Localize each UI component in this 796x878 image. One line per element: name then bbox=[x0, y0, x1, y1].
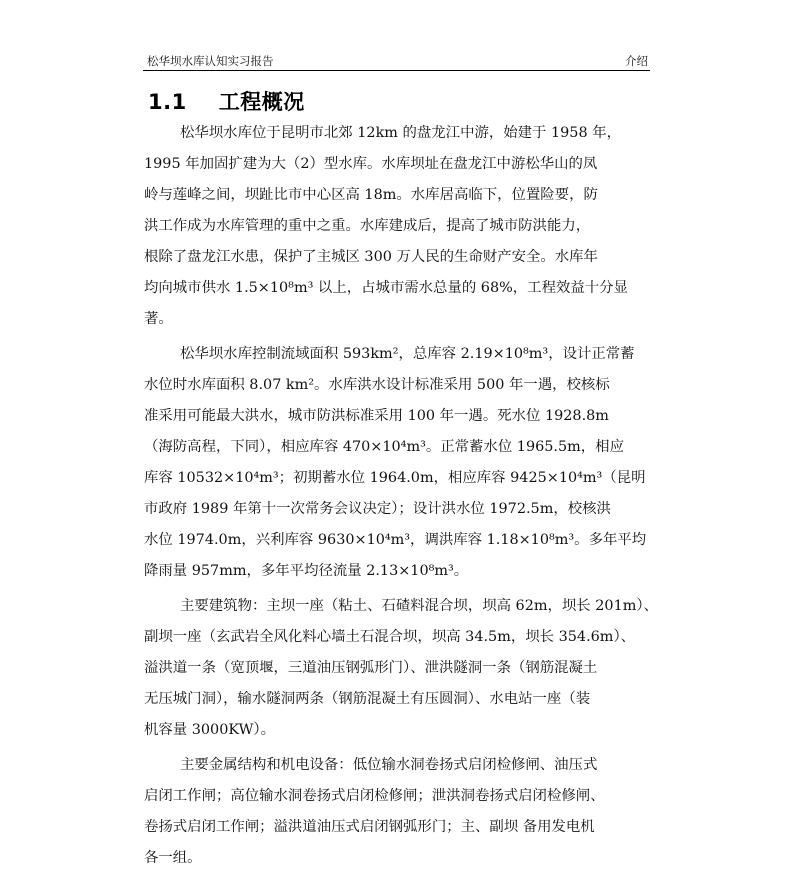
document-body bbox=[144, 118, 658, 878]
text-line: 副坝一座（玄武岩全风化料心墙土石混合坝，坝高 34.5m，坝长 354.6m）、 bbox=[144, 629, 636, 645]
text-line: 岭与莲峰之间，坝趾比市中心区高 18m。水库居高临下，位置险要，防 bbox=[144, 187, 598, 203]
paragraph-hydrology bbox=[144, 339, 654, 587]
header-document-title: 松华坝水库认知实习报告 bbox=[147, 54, 274, 68]
text-line: 卷扬式启闭工作闸；溢洪道油压式启闭钢弧形门；主、副坝 备用发电机 bbox=[144, 819, 595, 835]
text-line: 水位时水库面积 8.07 km²。水库洪水设计标准采用 500 年一遇，校核标 bbox=[144, 377, 610, 393]
text-line: 松华坝水库控制流域面积 593km²，总库容 2.19×10⁸m³，设计正常蓄 bbox=[180, 346, 635, 362]
text-line: 松华坝水库位于昆明市北郊 12km 的盘龙江中游，始建于 1958 年， bbox=[180, 125, 621, 141]
text-line: 降雨量 957mm，多年平均径流量 2.13×10⁸m³。 bbox=[144, 563, 469, 579]
text-line: 主要金属结构和机电设备：低位输水洞卷扬式启闭检修闸、油压式 bbox=[180, 757, 598, 773]
text-line: 均向城市供水 1.5×10⁸m³ 以上，占城市需水总量的 68%，工程效益十分显 bbox=[144, 280, 628, 296]
text-line: 主要建筑物：主坝一座（粘土、石碴料混合坝，坝高 62m，坝长 201m）、 bbox=[180, 598, 658, 614]
text-line: 库容 10532×10⁴m³；初期蓄水位 1964.0m，相应库容 9425×10⁴m³（昆明 bbox=[144, 470, 646, 486]
section-number: 1.1 bbox=[148, 90, 187, 114]
text-line: 各一组。 bbox=[144, 850, 202, 866]
text-line: 准采用可能最大洪水，城市防洪标准采用 100 年一遇。死水位 1928.8m bbox=[144, 408, 609, 424]
section-heading bbox=[148, 86, 305, 116]
section-title: 工程概况 bbox=[218, 90, 305, 114]
text-line: （海防高程，下同），相应库容 470×10⁴m³。正常蓄水位 1965.5m，相应 bbox=[144, 439, 624, 455]
text-line: 机容量 3000KW）。 bbox=[144, 722, 275, 738]
text-line: 水位 1974.0m，兴利库容 9630×10⁴m³，调洪库容 1.18×10⁸m³。多年平均 bbox=[144, 532, 647, 548]
text-line: 根除了盘龙江水患，保护了主城区 300 万人民的生命财产安全。水库年 bbox=[144, 249, 598, 265]
page-header bbox=[143, 48, 650, 71]
text-line: 启闭工作闸；高位输水洞卷扬式启闭检修闸；泄洪洞卷扬式启闭检修闸、 bbox=[144, 788, 605, 804]
paragraph-overview bbox=[144, 118, 654, 335]
text-line: 著。 bbox=[144, 311, 173, 327]
header-chapter-label: 介绍 bbox=[625, 54, 648, 68]
paragraph-structures bbox=[144, 591, 658, 746]
text-line: 1995 年加固扩建为大（2）型水库。水库坝址在盘龙江中游松华山的凤 bbox=[144, 156, 598, 172]
text-line: 无压城门洞），输水隧洞两条（钢筋混凝土有压圆洞）、水电站一座（装 bbox=[144, 691, 591, 707]
text-line: 洪工作成为水库管理的重中之重。水库建成后，提高了城市防洪能力， bbox=[144, 218, 591, 234]
text-line: 市政府 1989 年第十一次常务会议决定）；设计洪水位 1972.5m，校核洪 bbox=[144, 501, 611, 517]
text-line: 溢洪道一条（宽顶堰，三道油压钢弧形门）、泄洪隧洞一条（钢筋混凝土 bbox=[144, 660, 598, 676]
paragraph-equipment bbox=[144, 750, 654, 874]
